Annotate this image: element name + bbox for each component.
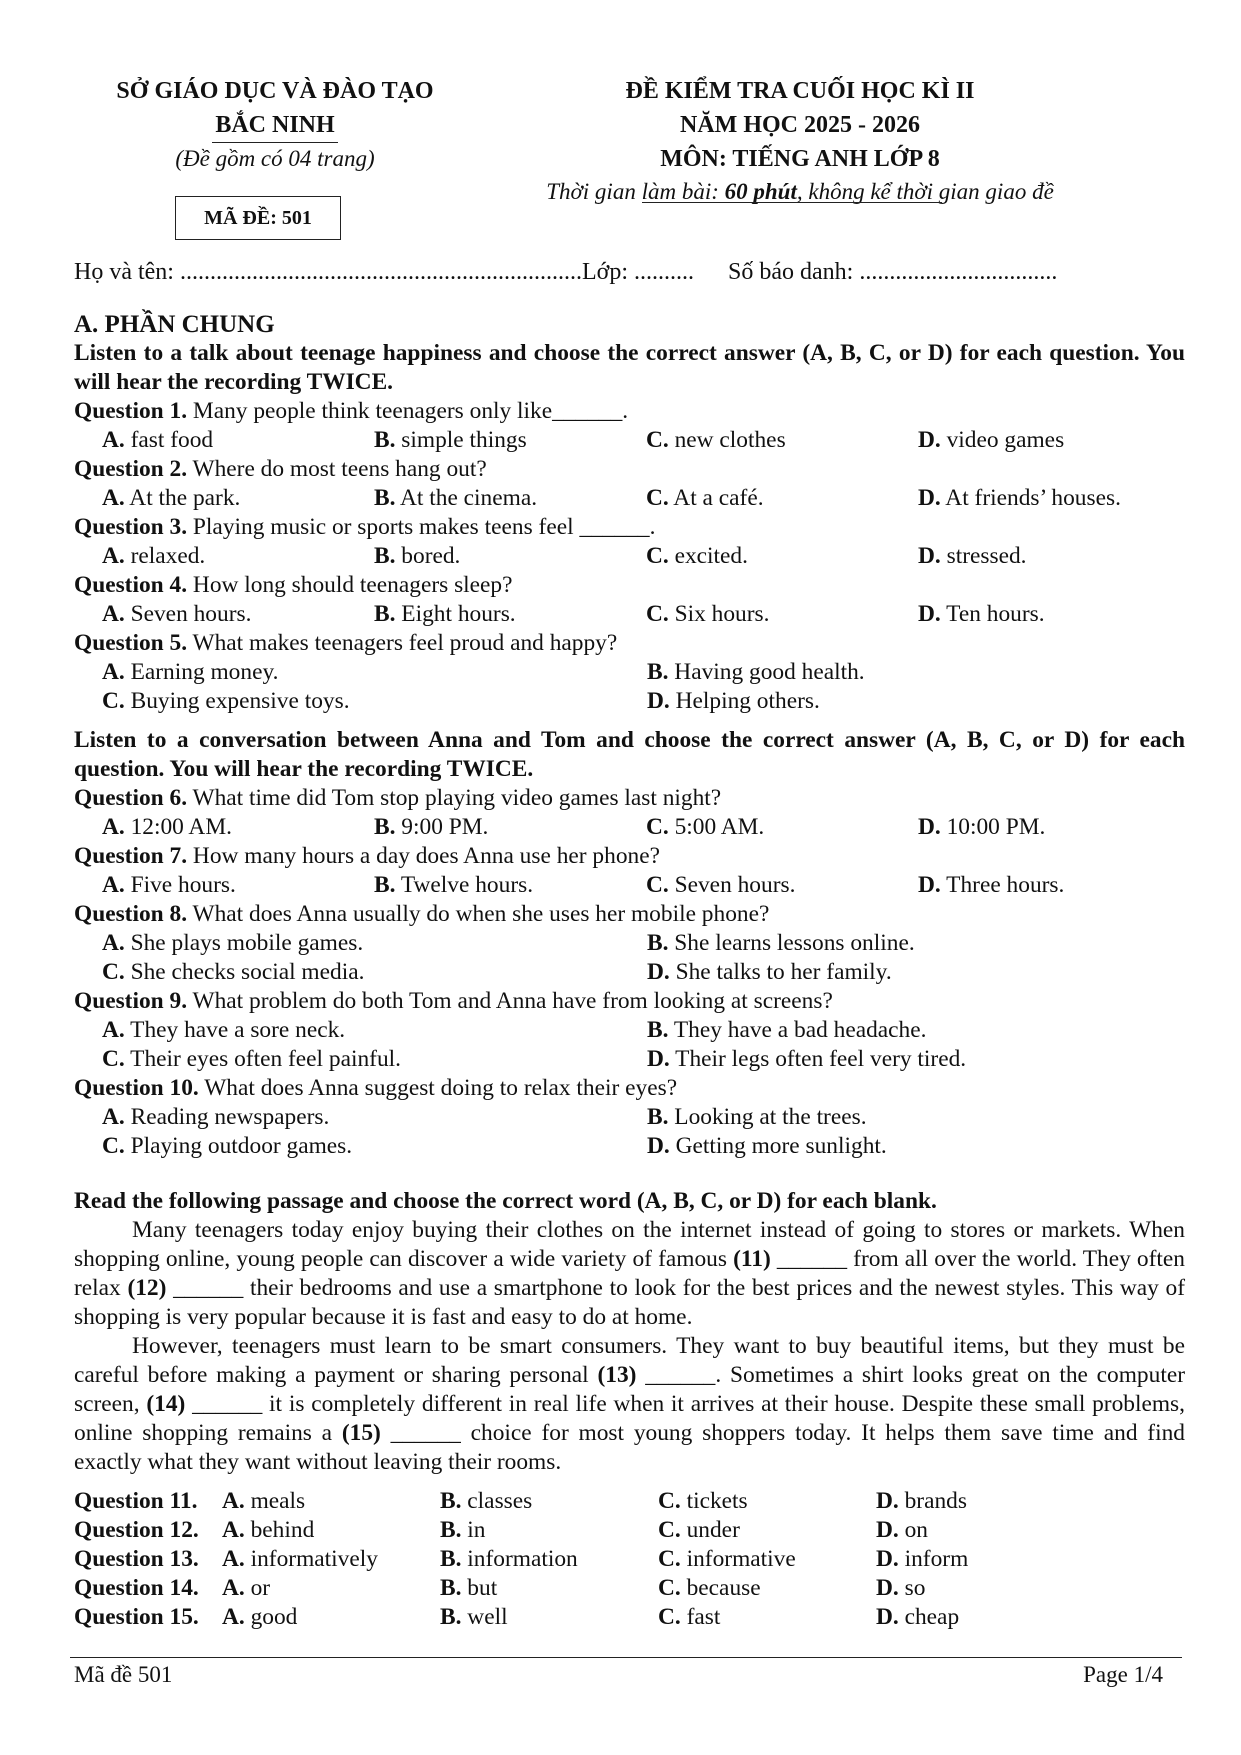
reading-question-row [74, 1487, 1185, 1516]
header-title [480, 74, 1120, 208]
answer-option [222, 1487, 440, 1516]
question-text: Playing music or sports makes teens feel ______. [187, 514, 656, 540]
option-text: tickets [680, 1488, 748, 1514]
options-row [74, 1103, 1185, 1132]
option-text: information [461, 1546, 578, 1572]
option-text: She checks social media. [124, 959, 365, 985]
answer-option [658, 1574, 876, 1603]
option-letter: C. [102, 959, 125, 985]
question-stem [74, 629, 1185, 658]
option-text: Five hours. [124, 872, 236, 898]
option-text: She learns lessons online. [668, 930, 915, 956]
answer-option [918, 600, 1190, 629]
option-text: cheap [898, 1604, 960, 1630]
blank-number: (15) [341, 1420, 381, 1446]
question-stem [74, 900, 1185, 929]
option-text: Helping others. [669, 688, 820, 714]
time-value: 60 phút [724, 179, 797, 204]
question-label: Question 3. [74, 514, 188, 540]
option-text: Seven hours. [124, 601, 252, 627]
option-letter: D. [876, 1488, 899, 1514]
option-letter: A. [102, 930, 125, 956]
question-label: Question 15. [74, 1604, 199, 1630]
time-line [480, 176, 1120, 208]
answer-option [876, 1603, 1094, 1632]
option-text: She talks to her family. [669, 959, 892, 985]
option-text: Their legs often feel very tired. [669, 1046, 967, 1072]
answer-option [102, 426, 374, 455]
option-letter: A. [102, 543, 125, 569]
answer-option [102, 929, 647, 958]
student-id-field: Số báo danh: ................................. [728, 259, 1058, 285]
answer-option [647, 958, 1192, 987]
pages-note: (Đề gồm có 04 trang) [175, 146, 375, 171]
option-text: classes [461, 1488, 533, 1514]
option-text: Twelve hours. [395, 872, 534, 898]
blank-number: (13) [597, 1362, 637, 1388]
option-letter: A. [102, 601, 125, 627]
option-letter: C. [646, 427, 669, 453]
question-stem [74, 455, 1185, 484]
option-letter: C. [646, 543, 669, 569]
exam-content [74, 310, 1185, 1632]
question-label: Question 11. [74, 1488, 198, 1514]
passage-text: ______ choice for most young shoppers today. It helps them save time and find exactly what they want without leaving their rooms. [74, 1420, 1185, 1475]
answer-option [102, 484, 374, 513]
listening-1-instruction: Listen to a talk about teenage happiness and choose the correct answer (A, B, C, or D) for each question. You will hear the recording TWICE. [74, 340, 1185, 395]
title-line-1: ĐỀ KIỂM TRA CUỐI HỌC KÌ II [625, 78, 975, 104]
options-row [74, 426, 1185, 455]
answer-option [647, 658, 1192, 687]
option-letter: D. [876, 1575, 899, 1601]
option-letter: C. [658, 1546, 681, 1572]
exam-code-box: MÃ ĐỀ: 501 [175, 196, 341, 240]
option-letter: B. [374, 543, 396, 569]
answer-option [102, 600, 374, 629]
footer-divider [70, 1657, 1182, 1658]
passage-text: However, teenagers must learn to be smart consumers. They want to buy beautiful items, but they must be careful before making a payment or sharing personal [74, 1333, 1185, 1388]
options-row [74, 658, 1185, 687]
title-line-2: NĂM HỌC 2025 - 2026 [680, 112, 920, 138]
option-text: 9:00 PM. [395, 814, 489, 840]
org-line-1: SỞ GIÁO DỤC VÀ ĐÀO TẠO [116, 78, 434, 104]
answer-option [440, 1574, 658, 1603]
answer-option [646, 600, 918, 629]
answer-option [876, 1574, 1094, 1603]
option-text: simple things [395, 427, 527, 453]
answer-option [658, 1545, 876, 1574]
option-text: bored. [395, 543, 461, 569]
option-text: informatively [244, 1546, 378, 1572]
option-letter: B. [440, 1517, 462, 1543]
answer-option [440, 1516, 658, 1545]
question-text: Many people think teenagers only like______. [187, 398, 629, 424]
blank-number: (11) [733, 1246, 771, 1272]
answer-option [918, 426, 1190, 455]
option-text: Six hours. [668, 601, 770, 627]
answer-option [646, 542, 918, 571]
answer-option [658, 1603, 876, 1632]
option-text: informative [680, 1546, 796, 1572]
option-letter: D. [918, 872, 941, 898]
question-label: Question 2. [74, 456, 188, 482]
section-heading: A. PHẦN CHUNG [74, 311, 275, 338]
answer-option [646, 813, 918, 842]
option-text: At a café. [668, 485, 764, 511]
option-letter: C. [658, 1604, 681, 1630]
option-text: under [680, 1517, 740, 1543]
answer-option [918, 484, 1190, 513]
option-text: relaxed. [124, 543, 206, 569]
option-letter: D. [647, 1046, 670, 1072]
option-letter: C. [658, 1517, 681, 1543]
option-text: good [244, 1604, 298, 1630]
option-letter: D. [918, 543, 941, 569]
options-row [74, 958, 1185, 987]
option-letter: D. [876, 1604, 899, 1630]
answer-option [647, 1016, 1192, 1045]
question-text: What makes teenagers feel proud and happy? [187, 630, 618, 656]
answer-option [222, 1574, 440, 1603]
option-text: or [244, 1575, 271, 1601]
option-letter: D. [918, 814, 941, 840]
option-letter: D. [876, 1517, 899, 1543]
question-text: What does Anna suggest doing to relax their eyes? [198, 1075, 678, 1101]
options-row [74, 600, 1185, 629]
answer-option [658, 1487, 876, 1516]
option-text: so [898, 1575, 926, 1601]
question-stem [74, 571, 1185, 600]
options-row [74, 813, 1185, 842]
answer-option [658, 1516, 876, 1545]
answer-option [222, 1545, 440, 1574]
answer-option [222, 1603, 440, 1632]
answer-option [876, 1516, 1094, 1545]
answer-option [876, 1487, 1094, 1516]
option-text: Three hours. [940, 872, 1065, 898]
option-text: Buying expensive toys. [124, 688, 350, 714]
option-letter: C. [102, 688, 125, 714]
question-label: Question 1. [74, 398, 188, 424]
option-text: At friends’ houses. [940, 485, 1121, 511]
question-label: Question 14. [74, 1575, 199, 1601]
options-row [74, 1132, 1185, 1161]
answer-option [102, 542, 374, 571]
option-letter: A. [102, 485, 125, 511]
reading-instruction: Read the following passage and choose the correct word (A, B, C, or D) for each blank. [74, 1188, 937, 1214]
option-letter: B. [374, 601, 396, 627]
time-suffix: , không kể thời gian giao đề [796, 179, 1054, 204]
option-letter: B. [440, 1604, 462, 1630]
option-letter: D. [647, 959, 670, 985]
options-row [74, 1045, 1185, 1074]
title-line-3: MÔN: TIẾNG ANH LỚP 8 [660, 146, 940, 172]
question-text: How long should teenagers sleep? [187, 572, 513, 598]
option-text: behind [244, 1517, 315, 1543]
option-text: fast food [124, 427, 214, 453]
option-letter: D. [918, 601, 941, 627]
option-letter: A. [222, 1604, 245, 1630]
reading-paragraph-2 [74, 1332, 1185, 1477]
option-letter: A. [102, 427, 125, 453]
question-label: Question 9. [74, 988, 188, 1014]
answer-option [222, 1516, 440, 1545]
option-letter: A. [102, 1017, 125, 1043]
header-organization [90, 74, 460, 175]
option-text: fast [680, 1604, 721, 1630]
option-letter: B. [647, 930, 669, 956]
passage-text: ______. Sometimes a shirt looks great on the computer screen, [74, 1362, 1185, 1417]
passage-text: ______ it is completely different in real life when it arrives at their house. Despite these small problems, online shopping remains a [74, 1391, 1185, 1446]
option-letter: B. [647, 1017, 669, 1043]
option-text: Getting more sunlight. [669, 1133, 887, 1159]
student-info-row [74, 256, 1057, 288]
option-letter: D. [876, 1546, 899, 1572]
option-letter: C. [646, 601, 669, 627]
question-label: Question 13. [74, 1546, 199, 1572]
footer-page-number: Page 1/4 [1083, 1662, 1163, 1687]
answer-option [102, 687, 647, 716]
answer-option [646, 871, 918, 900]
answer-option [440, 1603, 658, 1632]
options-row [74, 687, 1185, 716]
option-letter: D. [647, 1133, 670, 1159]
question-text: What problem do both Tom and Anna have from looking at screens? [187, 988, 833, 1014]
option-text: Looking at the trees. [668, 1104, 867, 1130]
answer-option [647, 929, 1192, 958]
reading-paragraph-1 [74, 1216, 1185, 1332]
option-text: video games [940, 427, 1065, 453]
options-row [74, 1016, 1185, 1045]
option-text: Eight hours. [395, 601, 516, 627]
question-label: Question 12. [74, 1517, 199, 1543]
option-letter: A. [222, 1575, 245, 1601]
answer-option [440, 1487, 658, 1516]
option-text: Ten hours. [940, 601, 1045, 627]
answer-option [102, 958, 647, 987]
option-text: Their eyes often feel painful. [124, 1046, 401, 1072]
option-text: Reading newspapers. [124, 1104, 330, 1130]
option-text: but [461, 1575, 498, 1601]
option-letter: C. [102, 1133, 125, 1159]
question-text: What does Anna usually do when she uses her mobile phone? [187, 901, 770, 927]
listening-2-questions [74, 784, 1185, 1161]
option-letter: B. [647, 1104, 669, 1130]
passage-text: ______ from all over the world. They often relax [74, 1246, 1185, 1301]
option-letter: A. [102, 1104, 125, 1130]
option-letter: B. [440, 1575, 462, 1601]
option-letter: D. [918, 427, 941, 453]
reading-question-row [74, 1603, 1185, 1632]
answer-option [102, 1132, 647, 1161]
option-text: They have a bad headache. [668, 1017, 927, 1043]
option-letter: C. [658, 1575, 681, 1601]
option-text: brands [898, 1488, 967, 1514]
question-label: Question 7. [74, 843, 188, 869]
option-text: Seven hours. [668, 872, 796, 898]
answer-option [102, 871, 374, 900]
question-stem [74, 784, 1185, 813]
answer-option [646, 484, 918, 513]
question-stem [74, 1074, 1185, 1103]
question-label: Question 10. [74, 1075, 199, 1101]
option-text: well [461, 1604, 508, 1630]
question-stem [74, 987, 1185, 1016]
option-text: 12:00 AM. [124, 814, 232, 840]
question-label: Question 4. [74, 572, 188, 598]
option-letter: D. [918, 485, 941, 511]
option-text: Playing outdoor games. [124, 1133, 353, 1159]
answer-option [647, 1132, 1192, 1161]
option-text: Earning money. [124, 659, 279, 685]
option-letter: B. [440, 1546, 462, 1572]
option-letter: D. [647, 688, 670, 714]
options-row [74, 542, 1185, 571]
option-letter: C. [658, 1488, 681, 1514]
option-text: because [680, 1575, 761, 1601]
question-text: Where do most teens hang out? [187, 456, 487, 482]
option-text: excited. [668, 543, 748, 569]
class-field: Lớp: .......... [581, 259, 695, 285]
option-letter: A. [222, 1488, 245, 1514]
option-text: Having good health. [668, 659, 865, 685]
option-letter: A. [222, 1546, 245, 1572]
option-text: meals [244, 1488, 306, 1514]
option-letter: A. [102, 659, 125, 685]
question-stem [74, 397, 1185, 426]
reading-questions [74, 1487, 1185, 1632]
option-letter: B. [374, 485, 396, 511]
question-stem [74, 513, 1185, 542]
option-text: new clothes [668, 427, 786, 453]
passage-text: ______ their bedrooms and use a smartphone to look for the best prices and the newest styles. This way of shopping is very popular because it is fast and easy to do at home. [74, 1275, 1185, 1330]
answer-option [374, 600, 646, 629]
option-letter: C. [646, 872, 669, 898]
org-line-2: BẮC NINH [215, 112, 335, 138]
question-stem [74, 842, 1185, 871]
option-letter: C. [102, 1046, 125, 1072]
reading-question-row [74, 1516, 1185, 1545]
answer-option [102, 1016, 647, 1045]
option-text: 10:00 PM. [940, 814, 1046, 840]
question-label: Question 5. [74, 630, 188, 656]
answer-option [374, 484, 646, 513]
options-row [74, 929, 1185, 958]
passage-text: Many teenagers today enjoy buying their clothes on the internet instead of going to stores or markets. When shopping online, young people can discover a wide variety of famous [74, 1217, 1185, 1272]
answer-option [374, 542, 646, 571]
answer-option [647, 687, 1192, 716]
answer-option [374, 871, 646, 900]
option-letter: C. [646, 814, 669, 840]
reading-question-row [74, 1574, 1185, 1603]
question-text: What time did Tom stop playing video games last night? [187, 785, 722, 811]
option-letter: A. [102, 872, 125, 898]
answer-option [647, 1045, 1192, 1074]
answer-option [876, 1545, 1094, 1574]
option-letter: A. [222, 1517, 245, 1543]
name-field: Họ và tên: ................................................................... [74, 259, 582, 285]
option-text: stressed. [940, 543, 1027, 569]
option-letter: A. [102, 814, 125, 840]
option-text: At the cinema. [395, 485, 538, 511]
question-text: How many hours a day does Anna use her phone? [187, 843, 660, 869]
blank-number: (14) [146, 1391, 186, 1417]
option-text: At the park. [124, 485, 241, 511]
option-letter: B. [647, 659, 669, 685]
answer-option [374, 426, 646, 455]
blank-number: (12) [127, 1275, 167, 1301]
title-underline [642, 202, 942, 203]
answer-option [102, 813, 374, 842]
answer-option [440, 1545, 658, 1574]
option-text: in [461, 1517, 486, 1543]
option-letter: C. [646, 485, 669, 511]
reading-question-row [74, 1545, 1185, 1574]
answer-option [918, 871, 1190, 900]
option-letter: B. [374, 872, 396, 898]
option-text: She plays mobile games. [124, 930, 364, 956]
question-label: Question 6. [74, 785, 188, 811]
answer-option [374, 813, 646, 842]
answer-option [102, 1045, 647, 1074]
option-letter: B. [374, 814, 396, 840]
answer-option [647, 1103, 1192, 1132]
option-text: 5:00 AM. [668, 814, 765, 840]
options-row [74, 484, 1185, 513]
option-letter: B. [440, 1488, 462, 1514]
question-label: Question 8. [74, 901, 188, 927]
options-row [74, 871, 1185, 900]
option-letter: B. [374, 427, 396, 453]
option-text: on [898, 1517, 928, 1543]
answer-option [646, 426, 918, 455]
option-text: inform [898, 1546, 969, 1572]
answer-option [918, 813, 1190, 842]
answer-option [102, 658, 647, 687]
listening-1-questions [74, 397, 1185, 716]
time-prefix: Thời gian làm bài: [546, 179, 725, 204]
answer-option [102, 1103, 647, 1132]
option-text: They have a sore neck. [124, 1017, 346, 1043]
answer-option [918, 542, 1190, 571]
footer-exam-code: Mã đề 501 [74, 1662, 173, 1687]
listening-2-instruction: Listen to a conversation between Anna and Tom and choose the correct answer (A, B, C, or D) for each question. You will hear the recording TWICE. [74, 727, 1185, 782]
